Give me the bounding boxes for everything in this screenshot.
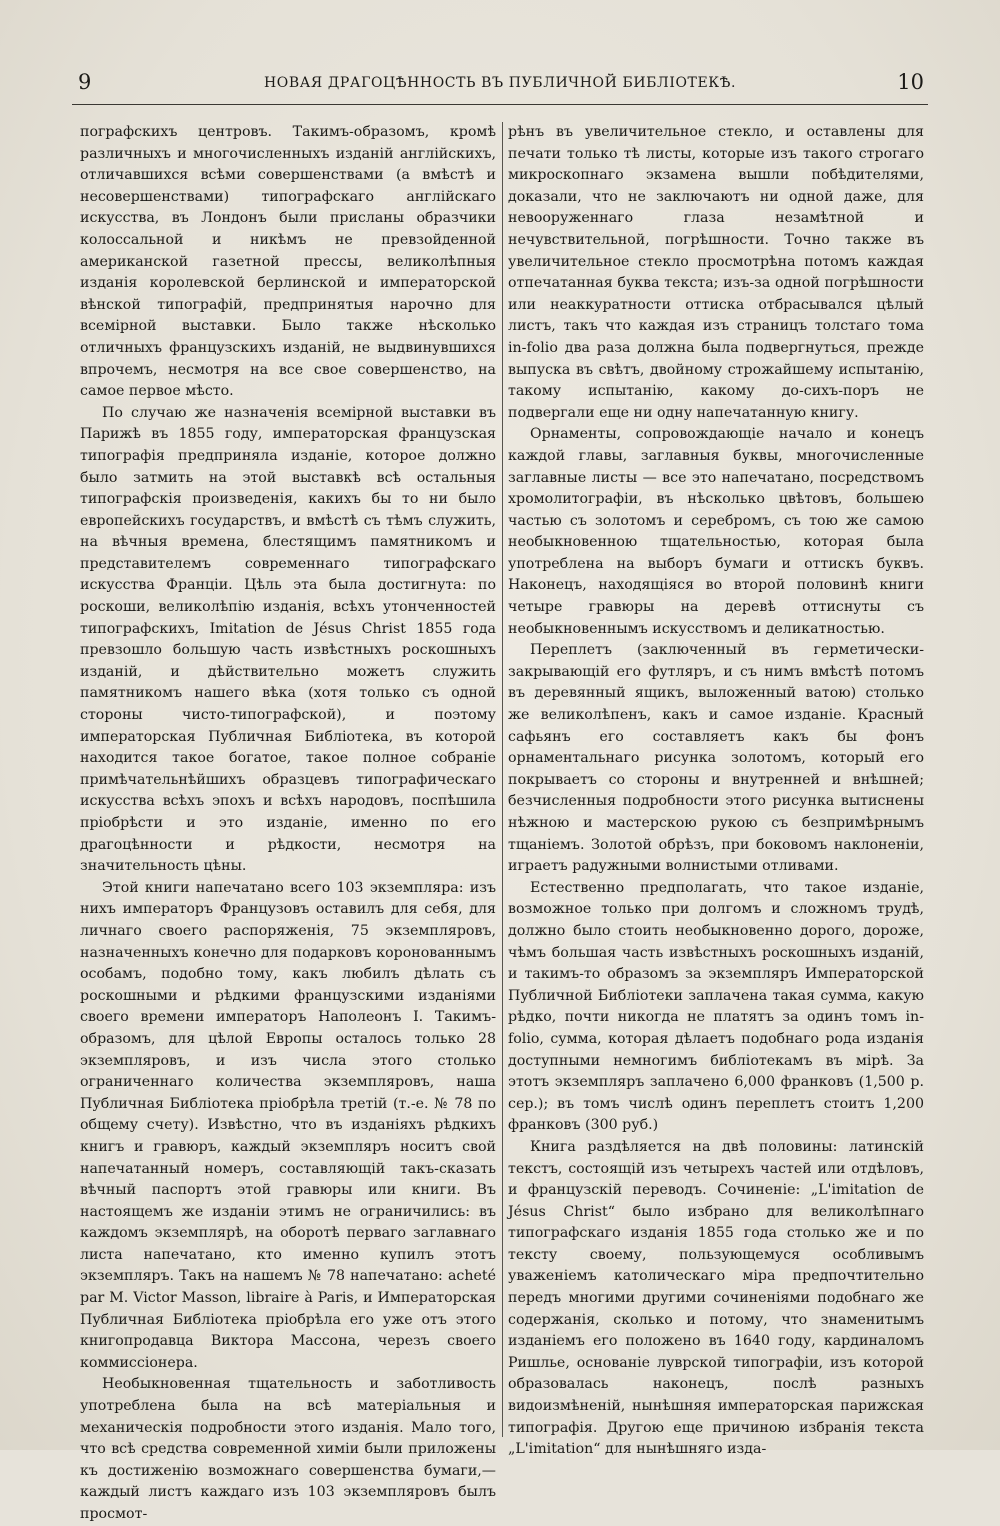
paragraph: Орнаменты, сопровождающіе начало и конецъ каждой главы, заглавныя буквы, многочисленные заглавные листы — все это напечатано, посредствомъ хромолитографіи, въ нѣсколько цвѣтовъ, большею частью съ золотомъ и серебромъ, съ тою же самою необыкновенною тщательностью, которая была употреблена на выборъ бумаги и оттискъ буквъ. Наконецъ, находящіяся во второй половинѣ книги четыре гравюры на деревѣ оттиснуты съ необыкновеннымъ искусствомъ и деликатностью. [508,426,924,637]
page-number-left: 9 [78,70,92,94]
right-column [508,122,924,1461]
header-rule [72,104,928,105]
page-header [72,70,928,102]
left-column [80,122,496,1526]
paragraph: Этой книги напечатано всего 103 экземпляра: изъ нихъ императоръ Французовъ оставилъ для себя, для личнаго своего распоряженія, 75 экземпляровъ, назначенныхъ конечно для подарковъ коронованнымъ особамъ, подобно тому, какъ любилъ дѣлать съ роскошными и рѣдкими французскими изданіями своего времени императоръ Наполеонъ I. Такимъ-образомъ, для цѣлой Европы осталось только 28 экземпляровъ, и изъ числа этого столько ограниченнаго количества экземпляровъ, наша Публичная Библіотека пріобрѣла третій (т.-е. № 78 по общему счету). Извѣстно, что въ изданіяхъ рѣдкихъ книгъ и гравюръ, каждый экземпляръ носитъ свой напечатанный номеръ, составляющій такъ-сказать вѣчный паспортъ этой гравюры или книги. Въ настоящемъ же изданіи этимъ не ограничились: въ каждомъ экземплярѣ, на оборотѣ перваго заглавнаго листа напечатано, кто именно купилъ этотъ экземпляръ. Такъ на нашемъ № 78 напечатано: acheté par M. Victor Masson, libraire à Paris, и Императорская Публичная Библіотека пріобрѣла его уже отъ этого книгопродавца Виктора Массона, черезъ своего коммиссіонера. [80,879,496,1371]
paragraph: Необыкновенная тщательность и заботливость употреблена была на всѣ матеріальныя и механическія подробности этого изданія. Мало того, что всѣ средства современной химіи были приложены къ достиженію возможнаго совершенства бумаги,—каждый листъ каждаго изъ 103 экземпляровъ былъ просмот- [80,1376,496,1522]
page-number-right: 10 [897,70,924,94]
column-divider [502,122,503,1437]
paragraph: Переплетъ (заключенный въ герметически-закрывающій его футляръ, и съ нимъ вмѣстѣ потомъ въ деревянный ящикъ, выложенный ватою) столько же великолѣпенъ, какъ и самое изданіе. Красный сафьянъ его составляетъ какъ бы фонъ орнаментальнаго рисунка золотомъ, который его покрываетъ со стороны и внутренней и внѣшней; безчисленныя подробности этого рисунка вытиснены нѣжною и мастерскою рукою съ безпримѣрнымъ тщаніемъ. Золотой обрѣзъ, при боковомъ наклоненіи, играетъ радужными волнистыми отливами. [508,642,924,875]
paragraph: рѣнъ въ увеличительное стекло, и оставлены для печати только тѣ листы, которые изъ такого строгаго микроскопнаго экзамена вышли побѣдителями, доказали, что не заключаютъ ни одной даже, для невооруженнаго глаза незамѣтной и нечувствительной, погрѣшности. Точно также въ увеличительное стекло просмотрѣна потомъ каждая отпечатанная буква текста; изъ-за одной погрѣшности или неаккуратности оттиска отбрасывался цѣлый листъ, такъ что каждая изъ страницъ толстаго тома in-folio два раза должна была подвергнуться, прежде выпуска въ свѣтъ, двойному строжайшему испытанію, такому испытанію, какому до-сихъ-поръ не подвергали еще ни одну напечатанную книгу. [508,124,924,421]
paragraph: По случаю же назначенія всемірной выставки въ Парижѣ въ 1855 году, императорская французская типографія предприняла изданіе, которое должно было затмить на этой выставкѣ всѣ остальныя типографскія произведенія, какихъ бы то ни было европейскихъ государствъ, и вмѣстѣ съ тѣмъ служить, на вѣчныя времена, блестящимъ памятникомъ и представителемъ современнаго типографскаго искусства Франціи. Цѣль эта была достигнута: по роскоши, великолѣпію изданія, всѣхъ утонченностей типографскихъ, Imitation de Jésus Christ 1855 года превзошло большую часть извѣстныхъ роскошныхъ изданій, и дѣйствительно можетъ служить памятникомъ нашего вѣка (хотя только съ одной стороны чисто-типографской), и поэтому императорская Публичная Библіотека, въ которой находится такое богатое, такое полное собраніе примѣчательнѣйшихъ образцевъ типографическаго искусства всѣхъ эпохъ и всѣхъ народовъ, поспѣшила пріобрѣсти и это изданіе, именно по его драгоцѣнности и рѣдкости, несмотря на значительность цѣны. [80,404,496,875]
paragraph: Книга раздѣляется на двѣ половины: латинскій текстъ, состоящій изъ четырехъ частей или отдѣловъ, и французскій переводъ. Сочиненіе: „L'imitation de Jésus Christ“ было избрано для великолѣпнаго типографскаго изданія 1855 года столько же и по тексту своему, пользующемуся особливымъ уваженіемъ католическаго міра предпочтительно передъ многими другими сочиненіями подобнаго же содержанія, сколько и потому, что знаменитымъ изданіемъ его положено въ 1640 году, кардиналомъ Ришлье, основаніе луврской типографіи, изъ которой образовалась наконецъ, послѣ разныхъ видоизмѣненій, нынѣшняя императорская парижская типографія. Другою еще причиною избранія текста „L'imitation“ для нынѣшняго изда- [508,1138,924,1458]
paragraph: пографскихъ центровъ. Такимъ-образомъ, кромѣ различныхъ и многочисленныхъ изданій англійскихъ, отличавшихся всѣми совершенствами (а вмѣстѣ и несовершенствами) типографскаго англійскаго искусства, въ Лондонъ были присланы образчики колоссальной и никѣмъ не превзойденной американской газетной прессы, великолѣпныя изданія королевской берлинской и императорской вѣнской типографій, предпринятыя нарочно для всемірной выставки. Было также нѣсколько отличныхъ французскихъ изданій, не выдвинувшихся впрочемъ, несмотря на все свое совершенство, на самое первое мѣсто. [80,124,496,400]
paragraph: Естественно предполагать, что такое изданіе, возможное только при долгомъ и сложномъ трудѣ, должно было стоить необыкновенно дорого, дороже, чѣмъ большая часть извѣстныхъ роскошныхъ изданій, и такимъ-то образомъ за экземпляръ Императорской Публичной Библіотеки заплачена такая сумма, какую рѣдко, почти никогда не платятъ за одинъ томъ in-folio, сумма, которая дѣлаетъ подобнаго рода изданія доступными немногимъ библіотекамъ въ мірѣ. За этотъ экземпляръ заплачено 6,000 франковъ (1,500 р. сер.); въ томъ числѣ одинъ переплетъ стоитъ 1,200 франковъ (300 руб.) [508,879,924,1134]
running-title: НОВАЯ ДРАГОЦѢННОСТЬ ВЪ ПУБЛИЧНОЙ БИБЛІОТЕКѢ. [263,75,737,91]
